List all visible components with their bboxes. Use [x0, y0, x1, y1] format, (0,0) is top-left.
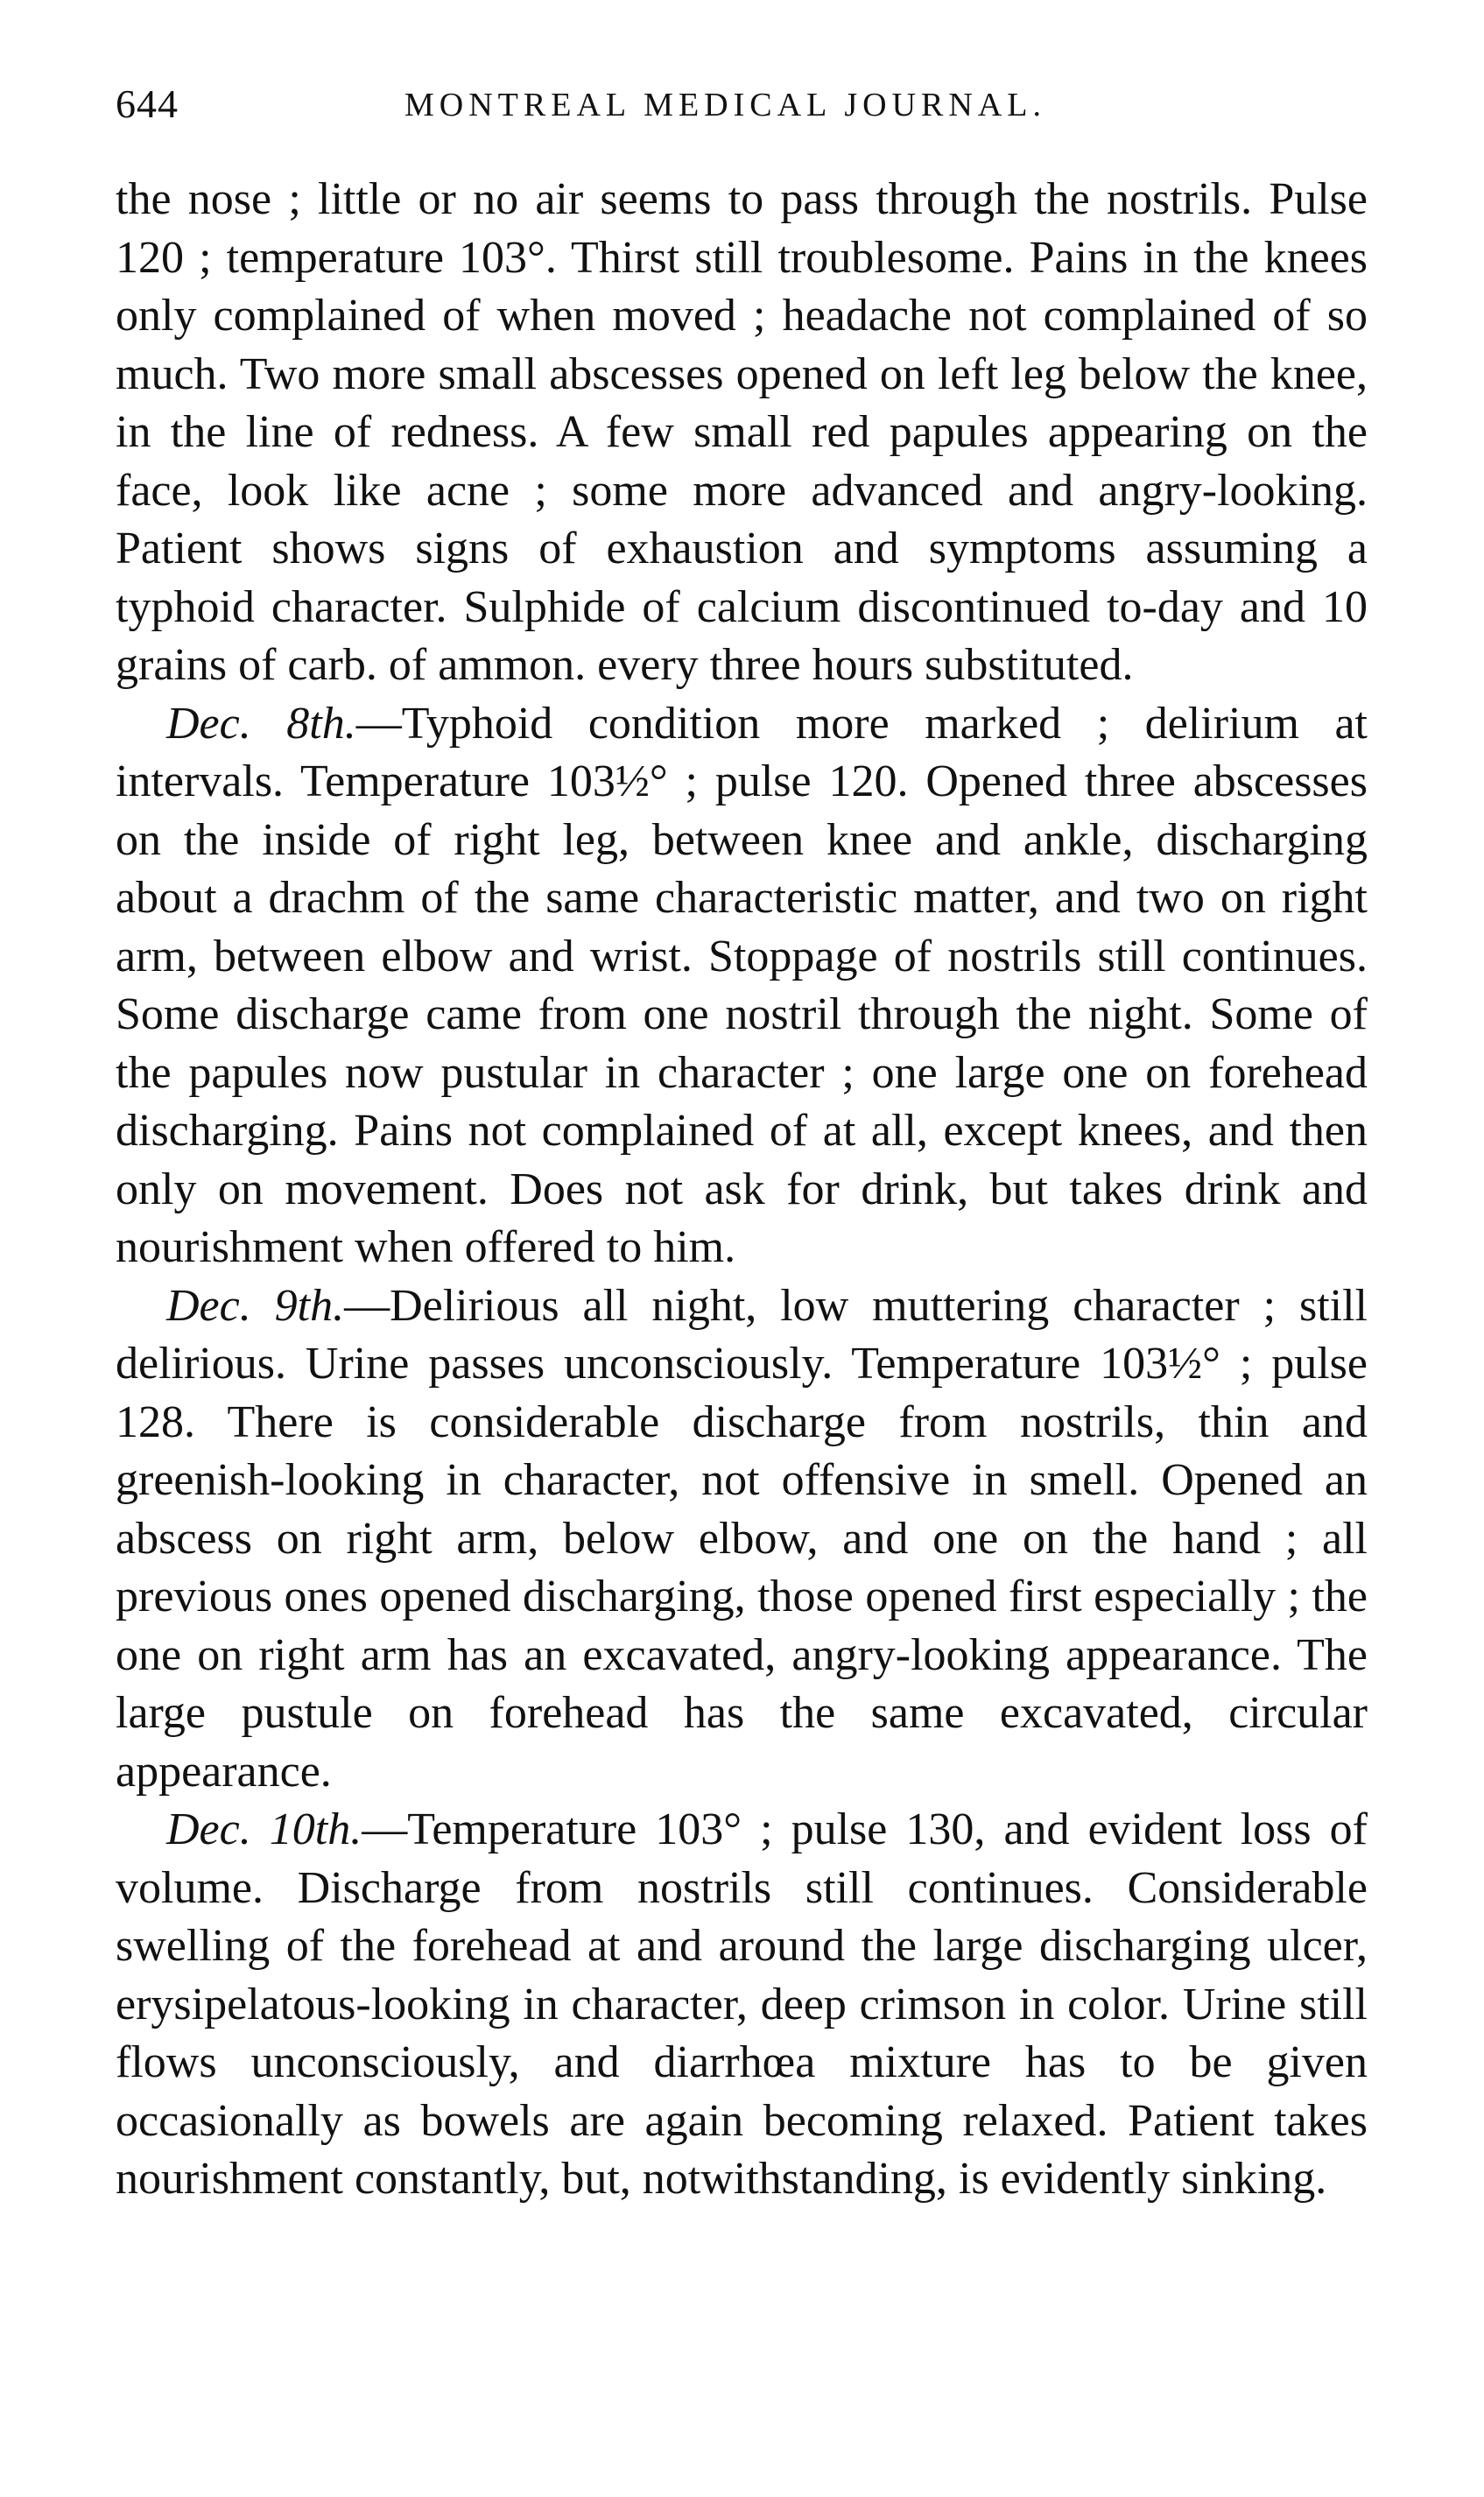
paragraph-text: —Temperature 103° ; pulse 130, and evident loss of volume. Discharge from nostrils still continues. Considerable swelling of the forehead at and around the large discharging ulcer, erysipelatous-looking in character, deep crimson in color. Urine still flows unconsciously, and diarrhœa mixture has to be given occasionally as bowels are again becoming relaxed. Patient takes nourishment constantly, but, notwithstanding, is evidently sinking.: [116, 1804, 1368, 2204]
body-text: [116, 171, 1368, 2209]
paragraph-continuation: [116, 171, 1368, 695]
paragraph-dec-9: [116, 1277, 1368, 1802]
entry-date: Dec. 8th.: [166, 698, 356, 749]
entry-date: Dec. 9th.: [166, 1280, 345, 1331]
entry-date: Dec. 10th.: [166, 1804, 362, 1854]
paragraph-dec-10: [116, 1801, 1368, 2209]
page-number: 644: [116, 81, 179, 126]
paragraph-dec-8: [116, 695, 1368, 1277]
paragraph-text: the nose ; little or no air seems to pass through the nostrils. Pulse 120 ; temperature 103°. Thirst still troublesome. Pains in the knees only complained of when moved ; headache not complained of so much. Two more small abscesses opened on left leg below the knee, in the line of redness. A few small red papules appearing on the face, look like acne ; some more advanced and angry-looking. Patient shows signs of exhaustion and symptoms assuming a typhoid character. Sulphide of calcium discontinued to-day and 10 grains of carb. of ammon. every three hours substituted.: [116, 174, 1368, 690]
paragraph-text: —Delirious all night, low muttering character ; still delirious. Urine passes unconsciously. Temperature 103½° ; pulse 128. There is considerable discharge from nostrils, thin and greenish-looking in character, not offensive in smell. Opened an abscess on right arm, below elbow, and one on the hand ; all previous ones opened discharging, those opened first especially ; the one on right arm has an excavated, angry-looking appearance. The large pustule on forehead has the same excavated, circular appearance.: [116, 1280, 1368, 1797]
paragraph-text: —Typhoid condition more marked ; delirium at intervals. Temperature 103½° ; pulse 120. Opened three abscesses on the inside of right leg, between knee and ankle, discharging about a drachm of the same characteristic matter, and two on right arm, between elbow and wrist. Stoppage of nostrils still continues. Some discharge came from one nostril through the night. Some of the papules now pustular in character ; one large one on forehead discharging. Pains not complained of at all, except knees, and then only on movement. Does not ask for drink, but takes drink and nourishment when offered to him.: [116, 698, 1368, 1272]
running-head: MONTREAL MEDICAL JOURNAL.: [404, 87, 1046, 123]
page-header: [116, 81, 1368, 133]
